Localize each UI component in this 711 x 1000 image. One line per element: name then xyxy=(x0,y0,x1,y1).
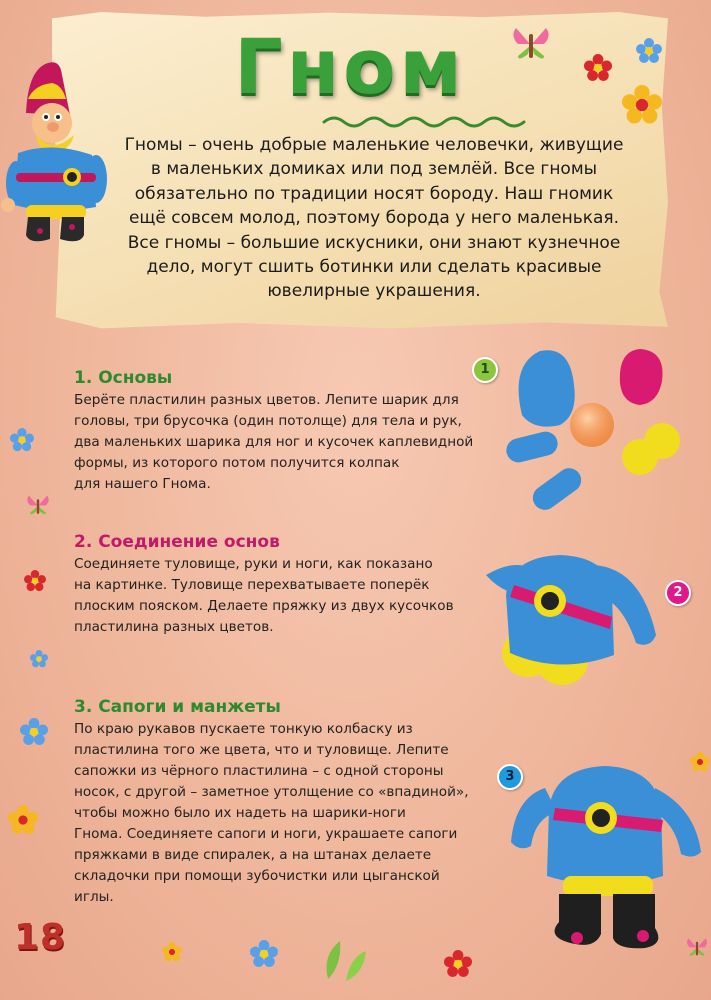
step-1-badge: 1 xyxy=(472,357,498,383)
flower-icon xyxy=(24,570,46,592)
leaf-icon xyxy=(320,935,370,985)
flower-icon xyxy=(30,650,48,668)
step-2-badge: 2 xyxy=(665,580,691,606)
flower-icon xyxy=(20,718,48,746)
step-3-illustration xyxy=(505,748,705,968)
step-1-title: 1. Основы xyxy=(74,368,173,388)
flower-icon xyxy=(444,950,472,978)
step-1-illustration xyxy=(500,345,700,515)
flower-icon xyxy=(636,38,662,64)
flower-icon xyxy=(8,805,38,835)
page-number: 18 xyxy=(14,917,67,958)
step-3-text: По краю рукавов пускаете тонкую колбаску из пластилина того же цвета, что и туловище. Лепите сапожки из чёрного пластилина – с одной стороны носок, с другой – заметное утолщение со «впадиной», чтобы можно было их надеть на шарики-ноги Гнома. Соединяете сапоги и ноги, украшаете сапоги пряжками в виде спиралек, а на штанах делаете складочки при помощи зубочистки или цыганской иглы. xyxy=(74,721,469,905)
step-2-text: Соединяете туловище, руки и ноги, как показано на картинке. Туловище перехватываете поперёк плоским пояском. Делаете пряжку из двух кусочков пластилина разных цветов. xyxy=(74,556,454,635)
butterfly-icon xyxy=(508,22,554,68)
flower-icon xyxy=(622,85,662,125)
gnome-figure xyxy=(0,55,112,260)
flower-icon xyxy=(10,428,34,452)
intro-text: Гномы – очень добрые маленькие человечки, живущие в маленьких домиках или под землёй. Все гномы обязательно по традиции носят бороду. Наш гномик ещё совсем молод, поэтому борода у него маленькая. Все гномы – большие искусники, они знают кузнечное дело, могут сшить ботинки или сделать красивые ювелирные украшения. xyxy=(124,135,624,302)
flower-icon xyxy=(250,940,278,968)
step-2-title: 2. Соединение основ xyxy=(74,532,280,552)
step-3-badge: 3 xyxy=(497,764,523,790)
title-underline-wave xyxy=(322,112,532,132)
step-2-illustration xyxy=(480,535,665,715)
page-title: Гном xyxy=(234,22,466,111)
butterfly-icon xyxy=(24,492,52,520)
flower-icon xyxy=(162,942,182,962)
step-3-title: 3. Сапоги и манжеты xyxy=(74,697,281,717)
flower-icon xyxy=(584,54,612,82)
step-1-text: Берёте пластилин разных цветов. Лепите шарик для головы, три брусочка (один потолще) для тела и рук, два маленьких шарика для ног и кусочек каплевидной формы, из которого потом получится колпак для нашего Гнома. xyxy=(74,392,474,492)
